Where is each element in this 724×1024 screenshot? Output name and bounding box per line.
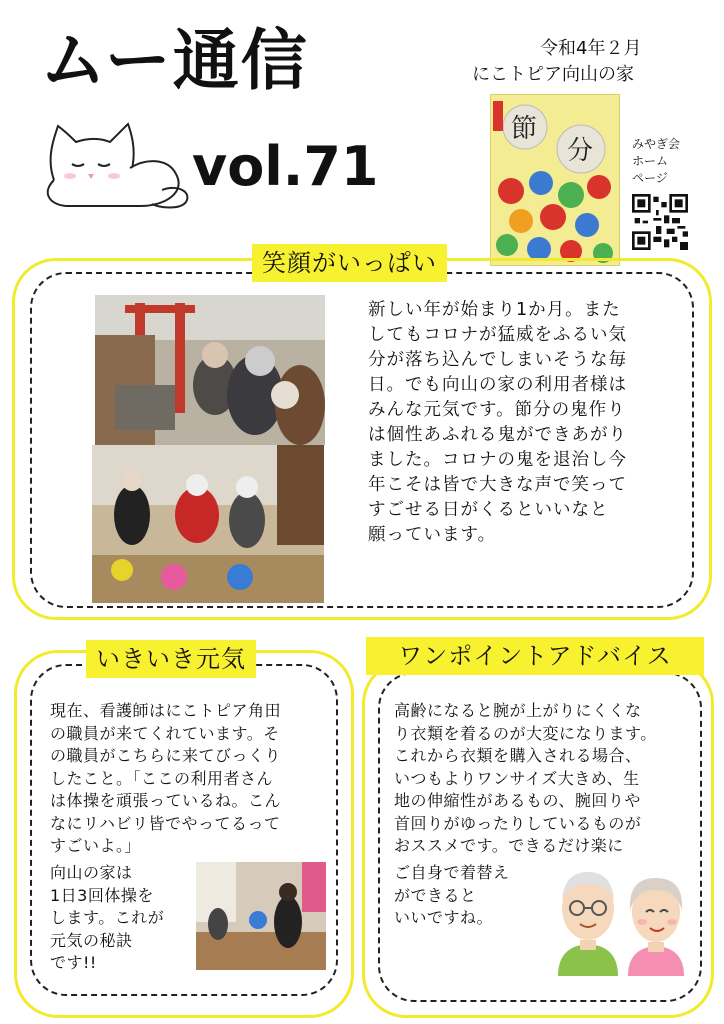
section-smiles-text: 新しい年が始まり1か月。また してもコロナが猛威をふるい気 分が落ち込んでしまいそうな毎 日。でも向山の家の利用者様は みんな元気です。節分の鬼作り は個性あふれる鬼ができあがり ました。コロナの鬼を退治し今 年こそは皆で大きな声で笑って すごせる日がくるといいなと 願っています。	[368, 300, 627, 545]
setsubun-poster-photo	[490, 94, 620, 266]
section-advice-heading: ワンポイントアドバイス	[366, 637, 704, 675]
section-smiles-heading: 笑顔がいっぱい	[252, 244, 447, 282]
group-exercise-photo	[196, 862, 326, 970]
section-advice-short-text: ご自身で着替え ができると いいですね。	[394, 863, 510, 927]
section-lively-short-text: 向山の家は 1日3回体操を します。これが 元気の秘訣 です!!	[50, 863, 165, 972]
section-lively-heading: いきいき元気	[86, 640, 256, 678]
elderly-couple-illustration	[552, 860, 692, 976]
sleeping-cat-illustration	[36, 118, 196, 218]
homepage-label: みやぎ会 ホーム ページ	[632, 137, 681, 185]
section-advice-text: 高齢になると腕が上がりにくくな り衣類を着るのが大変になります。 これから衣類を購入される場合、 いつもよりワンサイズ大きめ、生 地の伸縮性があるもの、腕回りや 首回りがゆったりしているものが おススメです。できるだけ楽に	[394, 701, 657, 855]
qr-code[interactable]	[632, 194, 688, 250]
section-lively-text: 現在、看護師はにこトピア角田 の職員が来てくれています。そ の職員がこちらに来てびっくり したこと。「ここの利用者さん は体操を頑張っているね。こん なにリハビリ皆でやってるって すごいよ。」	[50, 701, 282, 855]
poster-char-1: 節	[511, 114, 538, 144]
issue-date: 令和4年２月	[540, 38, 642, 59]
ball-exercise-photo	[92, 445, 324, 603]
volume-number: vol.71	[192, 135, 379, 198]
shrine-visit-photo	[95, 295, 325, 445]
poster-char-2: 分	[567, 136, 594, 166]
organization-name: にこトピア向山の家	[472, 64, 634, 85]
newsletter-title: ムー通信	[40, 22, 309, 99]
